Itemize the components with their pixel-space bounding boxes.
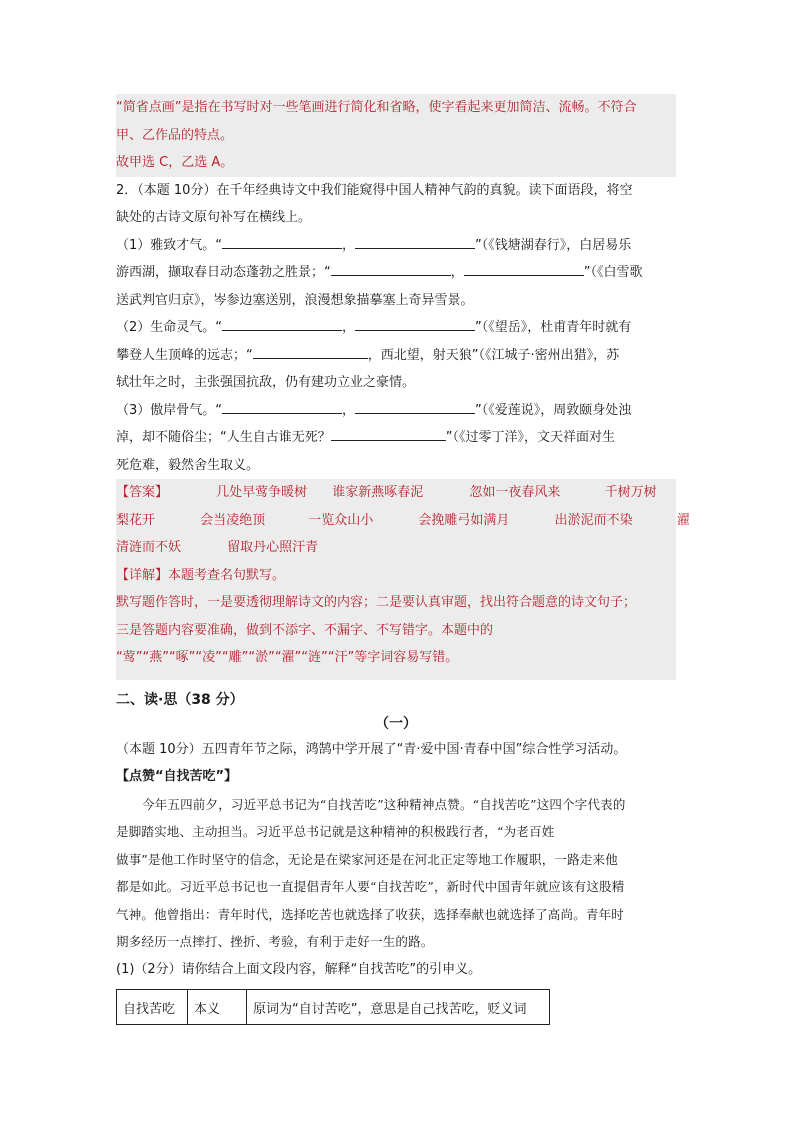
- document-page: [116, 94, 690, 1025]
- answer-item: 会当凌绝顶: [200, 512, 266, 528]
- text: 攀登人生顶峰的远志；“: [116, 347, 253, 363]
- fill-line: [116, 314, 676, 342]
- text: （1）雅致才气。“: [116, 237, 223, 253]
- section-title: 二、读·思（38 分）: [116, 691, 244, 708]
- text: ，: [342, 402, 356, 418]
- text-line: 死危难，毅然舍生取义。: [116, 457, 260, 473]
- text: ，: [342, 237, 356, 253]
- answer-item: 谁家新燕啄春泥: [332, 485, 424, 500]
- section-subtitle: （一）: [375, 715, 417, 732]
- answer-label: 【答案】: [116, 485, 169, 500]
- text-line: 送武判官归京》，岑参边塞送别，浪漫想象描摹塞上奇异雪景。: [116, 292, 474, 308]
- answer-blank[interactable]: [253, 344, 368, 359]
- text: （3）傲岸骨气。“: [116, 402, 223, 418]
- answer-item: 濯: [676, 512, 690, 528]
- text-line: 轼壮年之时，主张强国抗敌，仍有建功立业之豪情。: [116, 375, 416, 390]
- question-2: [116, 177, 676, 480]
- text-line: “简省点画”是指在书写时对一些笔画进行简化和省略，使字看起来更加简洁、流畅。不符合: [116, 100, 637, 115]
- text: ，: [342, 320, 356, 335]
- answer-item: 会挽雕弓如满月: [418, 512, 510, 528]
- text: ”（《爱莲说》，周敦颐身处浊: [475, 402, 632, 418]
- answer-blank[interactable]: [222, 399, 342, 414]
- paragraph-line: 气神。他曾指出：青年时代，选择吃苦也就选择了收获，选择奉献也就选择了高尚。青年时: [116, 906, 625, 922]
- text: ”（《过零丁洋》，文天祥面对生: [445, 430, 615, 445]
- answer-item: 一览众山小: [308, 512, 374, 528]
- answer-item: 梨花开: [116, 512, 156, 528]
- answer-blank[interactable]: [331, 426, 446, 441]
- text: ”（《钱塘湖春行》，白居易乐: [475, 237, 632, 253]
- table-cell: 自找苦吃: [117, 990, 188, 1025]
- spacer: [116, 672, 676, 680]
- paragraph-line: 是脚踏实地、主动担当。习近平总书记就是这种精神的积极践行者，“为老百姓: [116, 824, 555, 839]
- question-stem: 2．（本题 10分）在千年经典诗文中我们能窥得中国人精神气韵的真貌。读下面语段，将空: [116, 182, 633, 198]
- material-tag: 【点赞“自找苦吃”】: [116, 769, 238, 784]
- answer-item: 清涟而不妖: [116, 540, 182, 555]
- fill-line: [116, 259, 676, 287]
- paragraph-line: 做事”是他工作时坚守的信念，无论是在梁家河还是在河北正定等地工作履职，一路走来他: [116, 851, 618, 867]
- table-row: [117, 990, 550, 1025]
- answer-blank[interactable]: [222, 234, 342, 249]
- question-stem: 缺处的古诗文原句补写在横线上。: [116, 210, 312, 225]
- answer-row: [116, 479, 676, 507]
- previous-answer-block: [116, 94, 676, 177]
- answer-blank[interactable]: [355, 234, 475, 249]
- detail-line: “莺”“燕”“啄”“凌”“雕”“淤”“濯”“涟”“汗”等字词容易写错。: [116, 650, 459, 665]
- answer-item: 留取丹心照汗青: [227, 540, 319, 555]
- table-cell: 本义: [188, 990, 247, 1025]
- answer-row: [116, 534, 676, 562]
- detail-line: [116, 562, 676, 590]
- paragraph-line: 都是如此。习近平总书记也一直提倡青年人要“自找苦吃”，新时代中国青年就应该有这股精: [116, 879, 625, 894]
- table-cell: 原词为“自讨苦吃”，意思是自己找苦吃，贬义词: [247, 990, 550, 1025]
- fill-line: [116, 397, 676, 425]
- detail-line: 三是答题内容要准确，做到不添字、不漏字、不写错字。本题中的: [116, 622, 494, 638]
- answer-item: 千树万树: [604, 485, 657, 500]
- answer-block: [116, 479, 690, 680]
- material-paragraph: [116, 791, 676, 956]
- text: 淖，却不随俗尘；“人生自古谁无死？: [116, 430, 331, 445]
- text: ，西北望，射天狼”（《江城子·密州出猎》，苏: [367, 347, 620, 363]
- detail-label: 【详解】: [116, 567, 169, 583]
- sub-question: (1)（2分）请你结合上面文段内容，解释“自找苦吃”的引申义。: [116, 961, 482, 977]
- answer-row: [116, 507, 690, 535]
- answer-blank[interactable]: [355, 316, 475, 331]
- text: （2）生命灵气。“: [116, 320, 223, 335]
- text: ”（《白雪歌: [583, 265, 643, 280]
- detail-text: 本题考查名句默写。: [168, 567, 286, 583]
- text-line: 故甲选 C，乙选 A。: [116, 155, 234, 170]
- text: 游西湖，撷取春日动态蓬勃之胜景；“: [116, 265, 331, 280]
- answer-blank[interactable]: [355, 399, 475, 414]
- fill-line: [116, 232, 676, 260]
- answer-item: 几处早莺争暖树: [216, 485, 308, 500]
- detail-line: 默写题作答时，一是要透彻理解诗文的内容；二是要认真审题，找出符合题意的诗文句子；: [116, 595, 637, 610]
- paragraph-line: 今年五四前夕，习近平总书记为“自找苦吃”这种精神点赞。“自找苦吃”这四个字代表的: [142, 796, 626, 812]
- text: ”（《望岳》，杜甫青年时就有: [475, 320, 632, 335]
- answer-blank[interactable]: [222, 316, 342, 331]
- answer-item: 忽如一夜春风来: [469, 485, 561, 500]
- meaning-table: [116, 989, 550, 1025]
- paragraph-line: 期多经历一点摔打、挫折、考验，有利于走好一生的路。: [116, 934, 434, 949]
- answer-item: 出淤泥而不染: [554, 512, 633, 528]
- answer-blank[interactable]: [331, 261, 451, 276]
- answer-blank[interactable]: [464, 261, 584, 276]
- section-intro: （本题 10分）五四青年节之际，鸿鹄中学开展了“青·爱中国·青春中国”综合性学习活动。: [116, 741, 627, 757]
- text: ，: [450, 265, 464, 280]
- fill-line: [116, 342, 676, 370]
- text-line: 甲、乙作品的特点。: [116, 127, 234, 143]
- fill-line: [116, 424, 676, 452]
